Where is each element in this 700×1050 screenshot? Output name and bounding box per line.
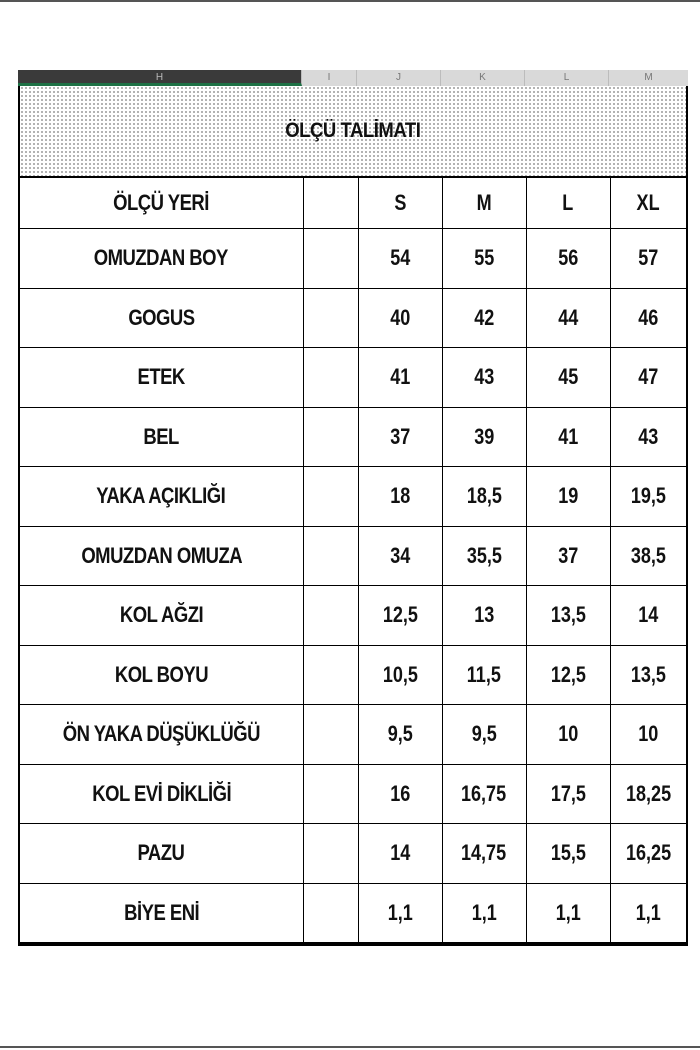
value-cell[interactable]	[610, 407, 686, 467]
header-label: ÖLÇÜ YERİ	[113, 190, 210, 215]
value-cell[interactable]	[442, 645, 526, 705]
measurement-value: 13	[473, 602, 495, 628]
measurement-value: 42	[473, 304, 495, 330]
measurement-label-cell[interactable]	[20, 883, 303, 943]
table-row	[20, 883, 686, 943]
value-cell[interactable]	[358, 467, 442, 527]
measurement-label: BİYE ENİ	[123, 899, 199, 925]
measurement-label-cell[interactable]	[20, 705, 303, 765]
size-header-cell[interactable]	[526, 178, 610, 229]
measurement-label-cell[interactable]	[20, 407, 303, 467]
empty-cell[interactable]	[303, 229, 358, 289]
measurement-label-cell[interactable]	[20, 586, 303, 646]
value-cell[interactable]	[442, 586, 526, 646]
empty-cell[interactable]	[303, 467, 358, 527]
value-cell[interactable]	[526, 705, 610, 765]
measurement-value: 1,1	[387, 899, 413, 925]
page-title: ÖLÇÜ TALİMATI	[285, 119, 421, 142]
measurement-label: BEL	[143, 423, 179, 449]
empty-cell[interactable]	[303, 824, 358, 884]
value-cell[interactable]	[358, 705, 442, 765]
measurement-value: 45	[557, 364, 579, 390]
value-cell[interactable]	[358, 883, 442, 943]
measurement-label-cell[interactable]	[20, 824, 303, 884]
table-row	[20, 348, 686, 408]
measurement-label: GOGUS	[128, 304, 195, 330]
value-cell[interactable]	[442, 883, 526, 943]
value-cell[interactable]	[442, 764, 526, 824]
value-cell[interactable]	[526, 764, 610, 824]
measurement-value: 10	[557, 721, 579, 747]
measurement-value: 55	[473, 245, 495, 271]
measurement-value: 13,5	[630, 661, 666, 687]
empty-cell[interactable]	[303, 764, 358, 824]
measurement-value: 39	[473, 423, 495, 449]
measurement-value: 54	[389, 245, 411, 271]
value-cell[interactable]	[610, 229, 686, 289]
measurement-value: 12,5	[550, 661, 586, 687]
value-cell[interactable]	[610, 526, 686, 586]
value-cell[interactable]	[610, 705, 686, 765]
value-cell[interactable]	[358, 288, 442, 348]
spreadsheet	[18, 70, 688, 946]
value-cell[interactable]	[610, 467, 686, 527]
column-header-i[interactable]: I	[302, 70, 357, 86]
value-cell[interactable]	[610, 883, 686, 943]
empty-cell[interactable]	[303, 288, 358, 348]
table-row	[20, 229, 686, 289]
table-row	[20, 586, 686, 646]
measurement-value: 14,75	[461, 840, 507, 866]
value-cell[interactable]	[358, 764, 442, 824]
measurement-value: 13,5	[550, 602, 586, 628]
column-header-j[interactable]: J	[357, 70, 441, 86]
measurement-label: KOL EVİ DİKLİĞİ	[91, 780, 231, 806]
column-header-k[interactable]: K	[441, 70, 525, 86]
measurement-value: 14	[638, 602, 659, 628]
measurement-value: 35,5	[466, 542, 502, 568]
value-cell[interactable]	[358, 645, 442, 705]
size-chart-table	[18, 86, 688, 946]
empty-cell[interactable]	[303, 705, 358, 765]
value-cell[interactable]	[358, 586, 442, 646]
measurement-value: 19	[557, 483, 579, 509]
column-header-h[interactable]: H	[18, 70, 302, 86]
value-cell[interactable]	[442, 348, 526, 408]
empty-cell[interactable]	[303, 586, 358, 646]
value-cell[interactable]	[358, 348, 442, 408]
measurement-value: 11,5	[466, 661, 502, 687]
value-cell[interactable]	[610, 764, 686, 824]
measurement-value: 56	[557, 245, 579, 271]
measurement-value: 57	[638, 245, 659, 271]
measurement-label: PAZU	[137, 840, 185, 866]
measurement-value: 9,5	[387, 721, 413, 747]
measurement-value: 16,75	[461, 780, 507, 806]
measurement-value: 37	[389, 423, 411, 449]
table-row	[20, 705, 686, 765]
value-cell[interactable]	[610, 288, 686, 348]
header-row	[20, 178, 686, 229]
measurement-value: 43	[638, 423, 659, 449]
measurement-label: YAKA AÇIKLIĞI	[96, 483, 226, 509]
size-header-l: L	[562, 190, 574, 215]
measurement-value: 1,1	[471, 899, 497, 925]
value-cell[interactable]	[526, 288, 610, 348]
value-cell[interactable]	[526, 467, 610, 527]
value-cell[interactable]	[610, 645, 686, 705]
value-cell[interactable]	[442, 288, 526, 348]
value-cell[interactable]	[526, 824, 610, 884]
measurement-label: KOL AĞZI	[119, 602, 203, 628]
size-header-s: S	[393, 190, 407, 215]
column-header-m[interactable]: M	[644, 72, 653, 83]
table-row	[20, 764, 686, 824]
title-cell[interactable]	[20, 86, 686, 178]
measurement-label: KOL BOYU	[114, 661, 208, 687]
measurement-label: ETEK	[137, 364, 185, 390]
measurement-value: 44	[557, 304, 579, 330]
measurement-label-cell[interactable]	[20, 229, 303, 289]
value-cell[interactable]	[526, 407, 610, 467]
measurement-value: 18,25	[625, 780, 671, 806]
table-row	[20, 645, 686, 705]
measurement-value: 10,5	[382, 661, 418, 687]
value-cell[interactable]	[358, 526, 442, 586]
empty-cell[interactable]	[303, 348, 358, 408]
value-cell[interactable]	[610, 586, 686, 646]
value-cell[interactable]	[442, 705, 526, 765]
measurement-value: 38,5	[630, 542, 666, 568]
measurement-value: 12,5	[382, 602, 418, 628]
measurement-label-cell[interactable]	[20, 348, 303, 408]
measurement-value: 9,5	[471, 721, 497, 747]
value-cell[interactable]	[610, 824, 686, 884]
column-header-bar	[18, 70, 688, 86]
measurement-label-cell[interactable]	[20, 526, 303, 586]
value-cell[interactable]	[526, 586, 610, 646]
value-cell[interactable]	[358, 407, 442, 467]
measurement-value: 14	[389, 840, 411, 866]
measurement-value: 16	[389, 780, 411, 806]
value-cell[interactable]	[442, 467, 526, 527]
empty-cell[interactable]	[303, 645, 358, 705]
measurement-value: 47	[638, 364, 659, 390]
table-row	[20, 526, 686, 586]
measurement-value: 16,25	[625, 840, 671, 866]
measurement-value: 10	[638, 721, 659, 747]
empty-cell[interactable]	[303, 526, 358, 586]
measurement-value: 1,1	[635, 899, 661, 925]
bottom-divider	[0, 1046, 700, 1048]
value-cell[interactable]	[526, 645, 610, 705]
measurement-value: 41	[389, 364, 411, 390]
value-cell[interactable]	[526, 526, 610, 586]
table-row	[20, 467, 686, 527]
size-header-cell[interactable]	[358, 178, 442, 229]
measurement-value: 19,5	[630, 483, 666, 509]
measurement-value: 34	[389, 542, 411, 568]
value-cell[interactable]	[526, 229, 610, 289]
measurement-value: 1,1	[555, 899, 581, 925]
measurement-value: 37	[557, 542, 579, 568]
measurement-label-cell[interactable]	[20, 467, 303, 527]
top-divider	[0, 0, 700, 2]
measurement-value: 18	[389, 483, 411, 509]
value-cell[interactable]	[358, 229, 442, 289]
table-bottom-border	[20, 943, 686, 946]
value-cell[interactable]	[442, 407, 526, 467]
measurement-label-cell[interactable]	[20, 645, 303, 705]
value-cell[interactable]	[610, 348, 686, 408]
measurement-value: 17,5	[550, 780, 586, 806]
measurement-label: OMUZDAN BOY	[94, 245, 229, 271]
value-cell[interactable]	[526, 883, 610, 943]
measurement-value: 40	[389, 304, 411, 330]
table-row	[20, 407, 686, 467]
size-header-cell[interactable]	[442, 178, 526, 229]
measurement-label: OMUZDAN OMUZA	[80, 542, 242, 568]
value-cell[interactable]	[442, 526, 526, 586]
value-cell[interactable]	[526, 348, 610, 408]
measurement-value: 15,5	[550, 840, 586, 866]
empty-cell[interactable]	[303, 883, 358, 943]
measurement-value: 46	[638, 304, 659, 330]
measurement-value: 18,5	[466, 483, 502, 509]
header-label-cell[interactable]	[20, 178, 303, 229]
empty-cell[interactable]	[303, 178, 358, 229]
column-header-l[interactable]: L	[525, 70, 609, 86]
table-row	[20, 288, 686, 348]
size-header-xl: XL	[636, 190, 660, 215]
measurement-value: 41	[557, 423, 579, 449]
empty-cell[interactable]	[303, 407, 358, 467]
size-table	[20, 178, 686, 943]
measurement-label-cell[interactable]	[20, 288, 303, 348]
table-row	[20, 824, 686, 884]
size-header-cell[interactable]	[610, 178, 686, 229]
value-cell[interactable]	[442, 229, 526, 289]
measurement-value: 43	[473, 364, 495, 390]
size-header-m: M	[476, 190, 492, 215]
measurement-label: ÖN YAKA DÜŞÜKLÜĞÜ	[62, 721, 260, 747]
value-cell[interactable]	[442, 824, 526, 884]
value-cell[interactable]	[358, 824, 442, 884]
measurement-label-cell[interactable]	[20, 764, 303, 824]
